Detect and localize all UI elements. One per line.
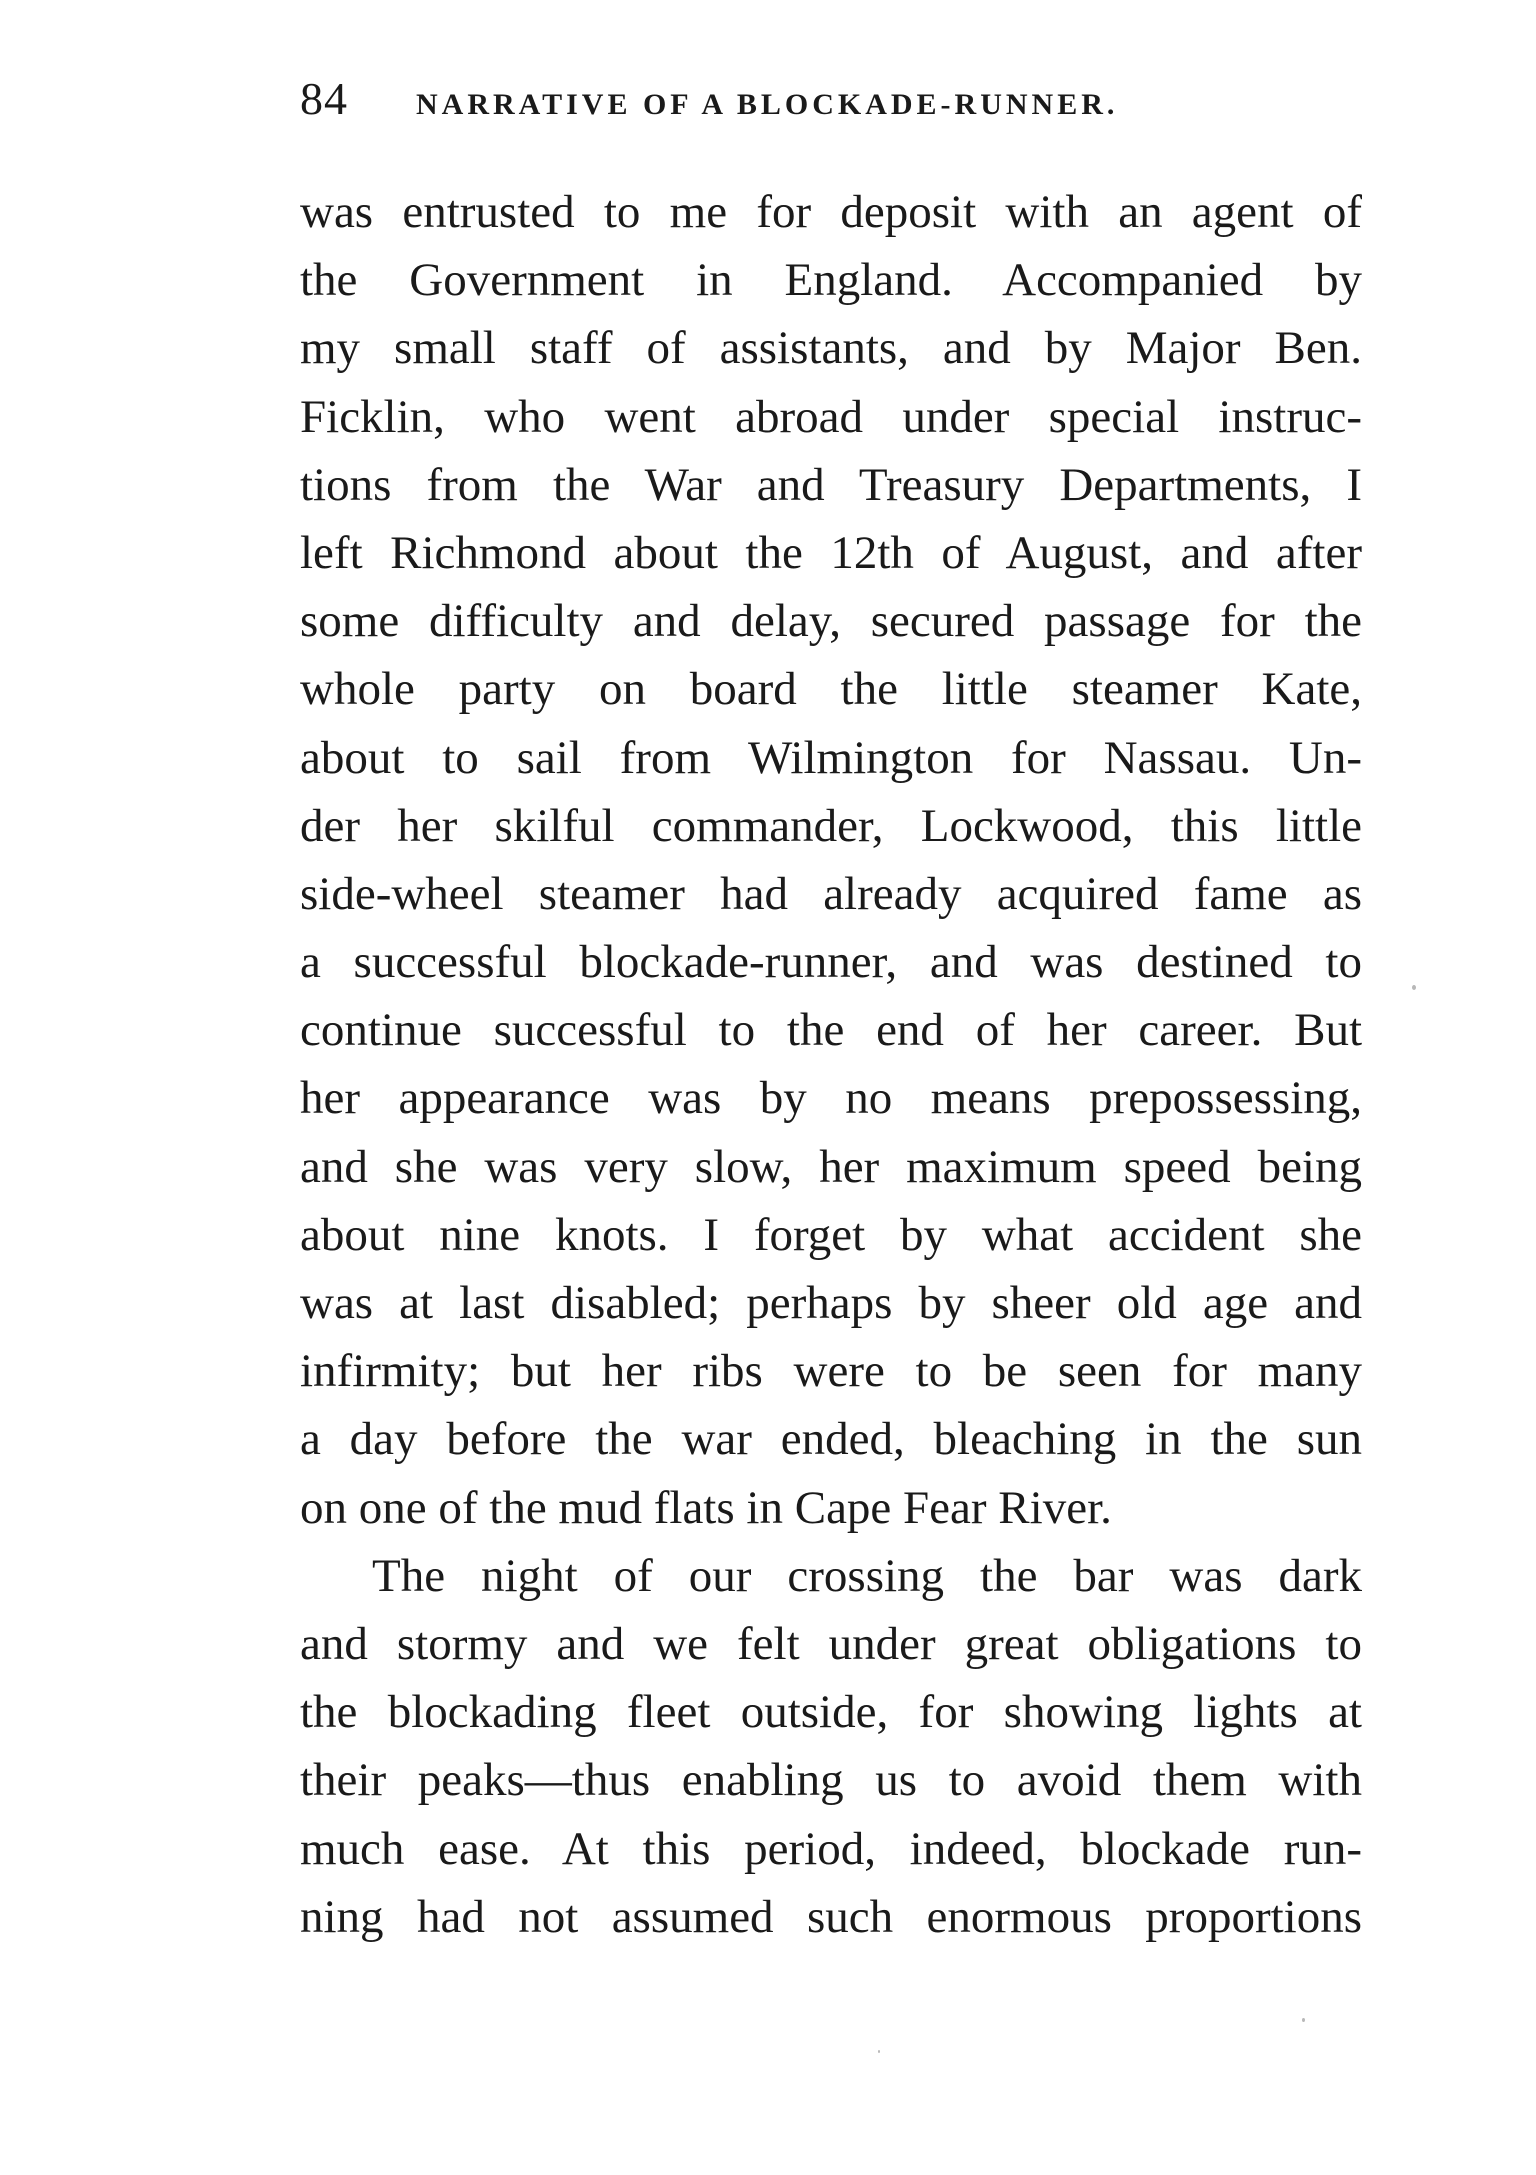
text-line: infirmity; but her ribs were to be seen for many [300, 1345, 1362, 1398]
text-line: left Richmond about the 12th of August, and after [300, 526, 1362, 579]
text-line: continue successful to the end of her career. But [300, 1004, 1362, 1057]
text-line: the Government in England. Accompanied by [300, 254, 1362, 307]
text-line: her appearance was by no means prepossessing, [300, 1072, 1362, 1125]
text-line: tions from the War and Treasury Departments, I [300, 458, 1362, 511]
paragraph-1 [300, 178, 1362, 1542]
text-line: a successful blockade-runner, and was destined to [300, 936, 1362, 989]
text-line: der her skilful commander, Lockwood, this little [300, 799, 1362, 852]
paper-speck [1302, 2018, 1305, 2022]
text-line: was entrusted to me for deposit with an agent of [300, 186, 1362, 238]
paragraph-2 [300, 1542, 1362, 1951]
paper-speck [878, 2050, 880, 2053]
text-line: Ficklin, who went abroad under special instruc- [300, 390, 1362, 443]
text-line: ning had not assumed such enormous proportions [300, 1890, 1362, 1943]
text-line: some difficulty and delay, secured passage for the [300, 595, 1362, 648]
text-line: my small staff of assistants, and by Major Ben. [300, 322, 1362, 375]
text-line: was at last disabled; perhaps by sheer old age and [300, 1277, 1362, 1329]
paper-speck [1412, 985, 1416, 990]
text-line: side-wheel steamer had already acquired fame as [300, 867, 1362, 920]
text-line: their peaks—thus enabling us to avoid them with [300, 1754, 1362, 1807]
text-line: much ease. At this period, indeed, blockade run- [300, 1822, 1362, 1875]
running-title: NARRATIVE OF A BLOCKADE-RUNNER. [416, 88, 1119, 121]
text-line: about to sail from Wilmington for Nassau. Un- [300, 731, 1362, 784]
text-line: the blockading fleet outside, for showing lights at [300, 1686, 1362, 1739]
text-line: about nine knots. I forget by what accident she [300, 1208, 1362, 1261]
text-line: on one of the mud flats in Cape Fear River. [300, 1481, 1112, 1534]
body-text [300, 178, 1362, 1951]
running-head [300, 72, 1360, 132]
text-line: whole party on board the little steamer Kate, [300, 663, 1362, 716]
page-number: 84 [300, 73, 348, 124]
text-line: and she was very slow, her maximum speed being [300, 1140, 1362, 1193]
text-line: and stormy and we felt under great obligations to [300, 1617, 1362, 1670]
text-line: The night of our crossing the bar was dark [372, 1549, 1362, 1602]
text-line: a day before the war ended, bleaching in the sun [300, 1413, 1362, 1466]
